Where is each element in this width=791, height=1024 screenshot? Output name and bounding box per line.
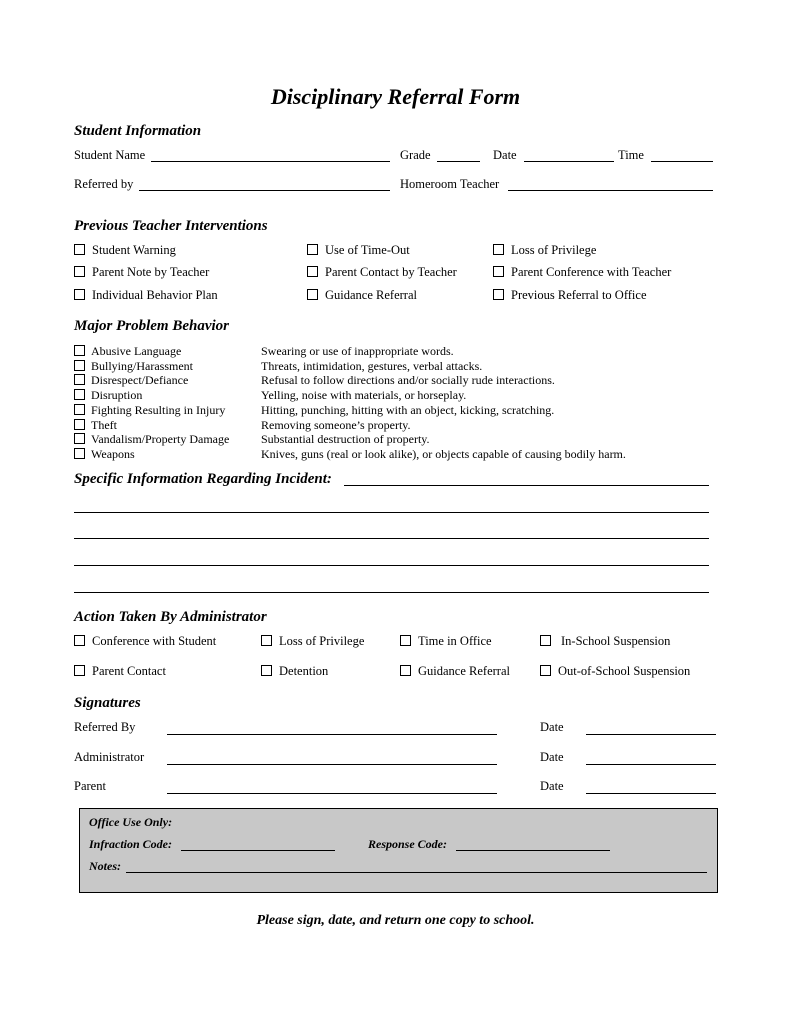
infraction-code-label: Infraction Code: bbox=[89, 837, 173, 851]
footer-instruction: Please sign, date, and return one copy to school. bbox=[256, 913, 535, 928]
checkbox[interactable] bbox=[307, 244, 318, 255]
grade-label: Grade bbox=[400, 148, 431, 162]
checkbox[interactable] bbox=[261, 635, 272, 646]
behavior-list bbox=[74, 344, 229, 462]
behavior-name: Abusive Language bbox=[91, 344, 182, 358]
behavior-name: Vandalism/Property Damage bbox=[91, 432, 230, 447]
action-label: Guidance Referral bbox=[418, 664, 510, 678]
checkbox[interactable] bbox=[74, 665, 85, 676]
behavior-description: Substantial destruction of property. bbox=[261, 432, 430, 447]
intervention-label: Individual Behavior Plan bbox=[92, 288, 218, 302]
date-field[interactable] bbox=[524, 161, 614, 162]
intervention-label: Student Warning bbox=[92, 243, 176, 257]
checkbox[interactable] bbox=[74, 244, 85, 255]
behavior-item[interactable] bbox=[74, 388, 229, 403]
checkbox[interactable] bbox=[400, 665, 411, 676]
notes-field[interactable] bbox=[126, 872, 707, 873]
response-code-label: Response Code: bbox=[368, 837, 447, 851]
signatures-heading: Signatures bbox=[74, 695, 141, 711]
incident-line[interactable] bbox=[344, 485, 709, 486]
checkbox[interactable] bbox=[400, 635, 411, 646]
behavior-item[interactable] bbox=[74, 344, 229, 359]
intervention-label: Guidance Referral bbox=[325, 288, 417, 302]
student-info-heading: Student Information bbox=[74, 123, 202, 139]
behavior-item[interactable] bbox=[74, 418, 229, 433]
student-name-field[interactable] bbox=[151, 161, 390, 162]
intervention-item[interactable] bbox=[307, 243, 410, 258]
action-item[interactable] bbox=[74, 634, 216, 649]
action-item[interactable] bbox=[400, 664, 510, 679]
action-label: Detention bbox=[279, 664, 329, 678]
signature-date-label: Date bbox=[540, 779, 564, 793]
homeroom-teacher-field[interactable] bbox=[508, 190, 713, 191]
intervention-item[interactable] bbox=[74, 243, 176, 258]
action-label: Conference with Student bbox=[92, 634, 217, 648]
infraction-code-field[interactable] bbox=[181, 850, 335, 851]
behavior-name: Bullying/Harassment bbox=[91, 358, 193, 373]
action-item[interactable] bbox=[540, 634, 670, 649]
intervention-item[interactable] bbox=[307, 288, 417, 303]
checkbox[interactable] bbox=[74, 345, 85, 356]
checkbox[interactable] bbox=[307, 289, 318, 300]
checkbox[interactable] bbox=[74, 404, 85, 415]
checkbox[interactable] bbox=[74, 360, 85, 371]
behavior-item[interactable] bbox=[74, 373, 229, 388]
checkbox[interactable] bbox=[493, 289, 504, 300]
checkbox[interactable] bbox=[493, 244, 504, 255]
behavior-description: Threats, intimidation, gestures, verbal attacks. bbox=[261, 358, 483, 373]
intervention-label: Previous Referral to Office bbox=[511, 288, 647, 302]
grade-field[interactable] bbox=[437, 161, 480, 162]
behavior-heading: Major Problem Behavior bbox=[74, 318, 230, 334]
behavior-item[interactable] bbox=[74, 403, 229, 418]
incident-heading: Specific Information Regarding Incident: bbox=[74, 471, 332, 487]
behavior-name: Theft bbox=[91, 417, 117, 432]
action-heading: Action Taken By Administrator bbox=[74, 609, 267, 625]
behavior-name: Disruption bbox=[91, 388, 143, 403]
incident-line[interactable] bbox=[74, 538, 709, 539]
administrator-signature-label: Administrator bbox=[74, 750, 145, 764]
intervention-item[interactable] bbox=[493, 243, 596, 258]
intervention-item[interactable] bbox=[493, 265, 671, 280]
referred-by-field[interactable] bbox=[139, 190, 390, 191]
signature-date-label: Date bbox=[540, 720, 564, 734]
notes-label: Notes: bbox=[89, 859, 121, 873]
office-use-heading: Office Use Only: bbox=[89, 815, 173, 829]
action-label: In-School Suspension bbox=[561, 634, 671, 648]
behavior-description: Swearing or use of inappropriate words. bbox=[261, 344, 454, 358]
referred-by-date-field[interactable] bbox=[586, 734, 716, 735]
action-item[interactable] bbox=[540, 664, 690, 679]
behavior-name: Weapons bbox=[91, 446, 135, 461]
time-label: Time bbox=[618, 148, 644, 162]
referred-by-signature-field[interactable] bbox=[167, 734, 497, 735]
administrator-signature-field[interactable] bbox=[167, 764, 497, 765]
behavior-description: Yelling, noise with materials, or horseplay. bbox=[261, 388, 467, 403]
action-label: Loss of Privilege bbox=[279, 634, 365, 648]
response-code-field[interactable] bbox=[456, 850, 610, 851]
action-label: Time in Office bbox=[418, 634, 492, 648]
behavior-description: Knives, guns (real or look alike), or objects capable of causing bodily harm. bbox=[261, 446, 626, 461]
parent-date-field[interactable] bbox=[586, 793, 716, 794]
intervention-label: Loss of Privilege bbox=[511, 243, 597, 257]
checkbox[interactable] bbox=[307, 266, 318, 277]
checkbox[interactable] bbox=[74, 266, 85, 277]
checkbox[interactable] bbox=[261, 665, 272, 676]
checkbox[interactable] bbox=[74, 289, 85, 300]
behavior-description: Hitting, punching, hitting with an object, kicking, scratching. bbox=[261, 402, 555, 417]
behavior-name: Disrespect/Defiance bbox=[91, 373, 189, 388]
checkbox[interactable] bbox=[540, 635, 551, 646]
homeroom-teacher-label: Homeroom Teacher bbox=[400, 177, 500, 191]
interventions-heading: Previous Teacher Interventions bbox=[74, 218, 268, 234]
referred-by-signature-label: Referred By bbox=[74, 720, 136, 734]
action-item[interactable] bbox=[261, 634, 364, 649]
referred-by-label: Referred by bbox=[74, 177, 134, 191]
intervention-item[interactable] bbox=[307, 265, 457, 280]
intervention-item[interactable] bbox=[74, 288, 218, 303]
incident-line[interactable] bbox=[74, 512, 709, 513]
administrator-date-field[interactable] bbox=[586, 764, 716, 765]
behavior-name: Fighting Resulting in Injury bbox=[91, 402, 226, 417]
incident-line[interactable] bbox=[74, 565, 709, 566]
checkbox[interactable] bbox=[540, 665, 551, 676]
action-label: Out-of-School Suspension bbox=[558, 664, 691, 678]
intervention-item[interactable] bbox=[74, 265, 209, 280]
signature-date-label: Date bbox=[540, 750, 564, 764]
intervention-label: Parent Note by Teacher bbox=[92, 265, 210, 279]
behavior-item[interactable] bbox=[74, 432, 229, 447]
action-label: Parent Contact bbox=[92, 664, 166, 678]
parent-signature-field[interactable] bbox=[167, 793, 497, 794]
action-item[interactable] bbox=[400, 634, 492, 649]
checkbox[interactable] bbox=[74, 419, 85, 430]
intervention-label: Parent Contact by Teacher bbox=[325, 265, 457, 279]
action-item[interactable] bbox=[74, 664, 166, 679]
form-title: Disciplinary Referral Form bbox=[270, 84, 521, 109]
intervention-label: Parent Conference with Teacher bbox=[511, 265, 672, 279]
checkbox[interactable] bbox=[74, 433, 85, 444]
checkbox[interactable] bbox=[74, 374, 85, 385]
behavior-description: Refusal to follow directions and/or socially rude interactions. bbox=[261, 373, 555, 388]
checkbox[interactable] bbox=[74, 389, 85, 400]
behavior-description: Removing someone’s property. bbox=[261, 417, 411, 432]
intervention-item[interactable] bbox=[493, 288, 647, 303]
behavior-item[interactable] bbox=[74, 447, 229, 462]
behavior-definitions bbox=[261, 344, 626, 462]
incident-line[interactable] bbox=[74, 592, 709, 593]
behavior-item[interactable] bbox=[74, 359, 229, 374]
action-item[interactable] bbox=[261, 664, 328, 679]
checkbox[interactable] bbox=[493, 266, 504, 277]
parent-signature-label: Parent bbox=[74, 779, 106, 793]
student-name-label: Student Name bbox=[74, 148, 146, 162]
checkbox[interactable] bbox=[74, 635, 85, 646]
time-field[interactable] bbox=[651, 161, 713, 162]
intervention-label: Use of Time-Out bbox=[325, 243, 410, 257]
date-label: Date bbox=[493, 148, 517, 162]
checkbox[interactable] bbox=[74, 448, 85, 459]
